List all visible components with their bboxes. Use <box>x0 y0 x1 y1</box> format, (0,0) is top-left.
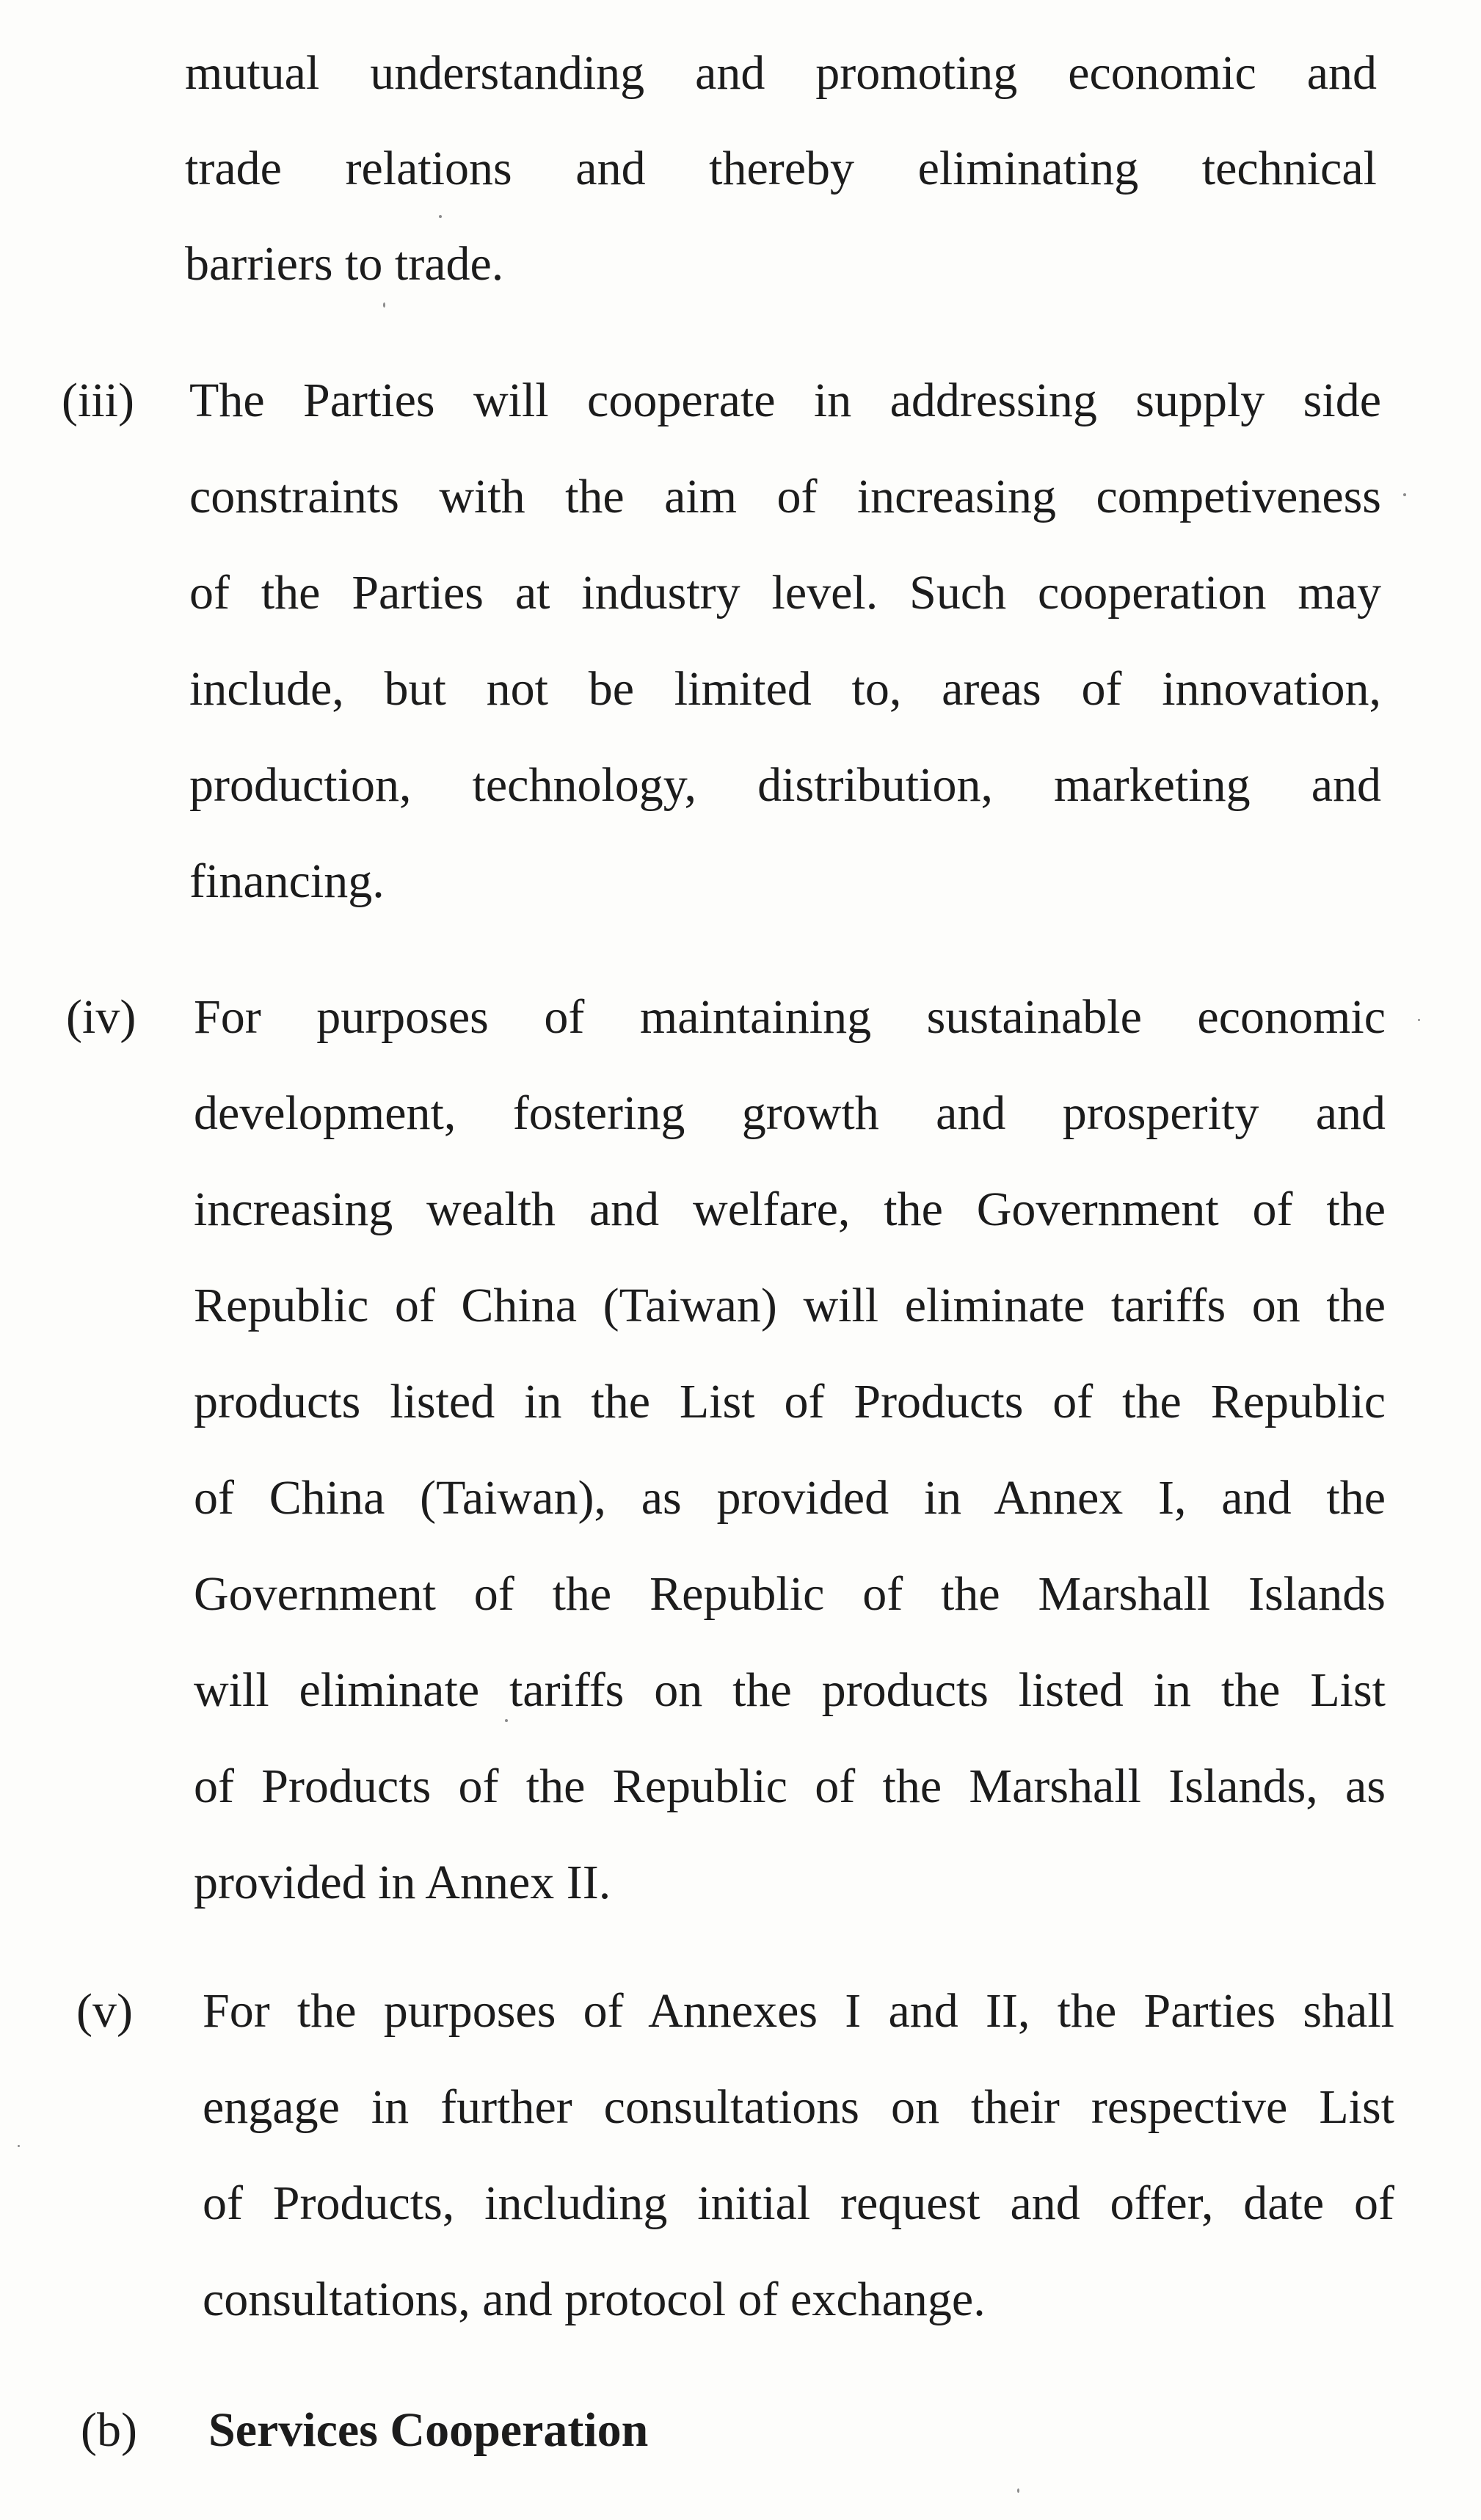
item-marker: (v) <box>76 1984 133 2038</box>
text-line: production, technology, distribution, marketing and <box>189 758 1381 812</box>
text-line: Government of the Republic of the Marshall Islands <box>194 1567 1386 1621</box>
text-line: of Products of the Republic of the Marshall Islands, as <box>194 1760 1386 1813</box>
scan-speck <box>383 302 385 308</box>
section-marker: (b) <box>81 2403 137 2457</box>
text-line: include, but not be limited to, areas of innovation, <box>189 662 1381 716</box>
scan-speck <box>505 1719 508 1722</box>
text-line: development, fostering growth and prosperity and <box>194 1086 1386 1140</box>
text-line: engage in further consultations on their respective List <box>203 2080 1394 2134</box>
text-line: of China (Taiwan), as provided in Annex I, and the <box>194 1471 1386 1525</box>
text-line: products listed in the List of Products of the Republic <box>194 1375 1386 1428</box>
scan-speck <box>18 2145 20 2147</box>
text-line: trade relations and thereby eliminating technical <box>185 142 1377 195</box>
text-line: consultations, and protocol of exchange. <box>203 2273 986 2326</box>
text-line: constraints with the aim of increasing competiveness <box>189 470 1381 523</box>
scan-speck <box>1017 2488 1019 2493</box>
text-line: The Parties will cooperate in addressing supply side <box>189 374 1381 427</box>
scan-speck <box>439 215 442 218</box>
text-line: For purposes of maintaining sustainable economic <box>194 990 1386 1044</box>
text-line: Republic of China (Taiwan) will eliminate tariffs on the <box>194 1279 1386 1332</box>
text-line: increasing wealth and welfare, the Government of the <box>194 1183 1386 1236</box>
text-line: of the Parties at industry level. Such cooperation may <box>189 566 1381 620</box>
scan-speck <box>1418 1019 1420 1021</box>
section-title: Services Cooperation <box>208 2403 649 2457</box>
text-line: barriers to trade. <box>185 237 504 291</box>
text-line: will eliminate tariffs on the products listed in the List <box>194 1663 1386 1717</box>
text-line: mutual understanding and promoting economic and <box>185 46 1377 100</box>
item-marker: (iii) <box>62 374 134 427</box>
text-line: financing. <box>189 854 385 908</box>
scan-speck <box>1403 493 1406 496</box>
text-line: For the purposes of Annexes I and II, the Parties shall <box>203 1984 1394 2038</box>
item-marker: (iv) <box>66 990 137 1044</box>
text-line: provided in Annex II. <box>194 1856 611 1909</box>
text-line: of Products, including initial request and offer, date of <box>203 2176 1394 2230</box>
